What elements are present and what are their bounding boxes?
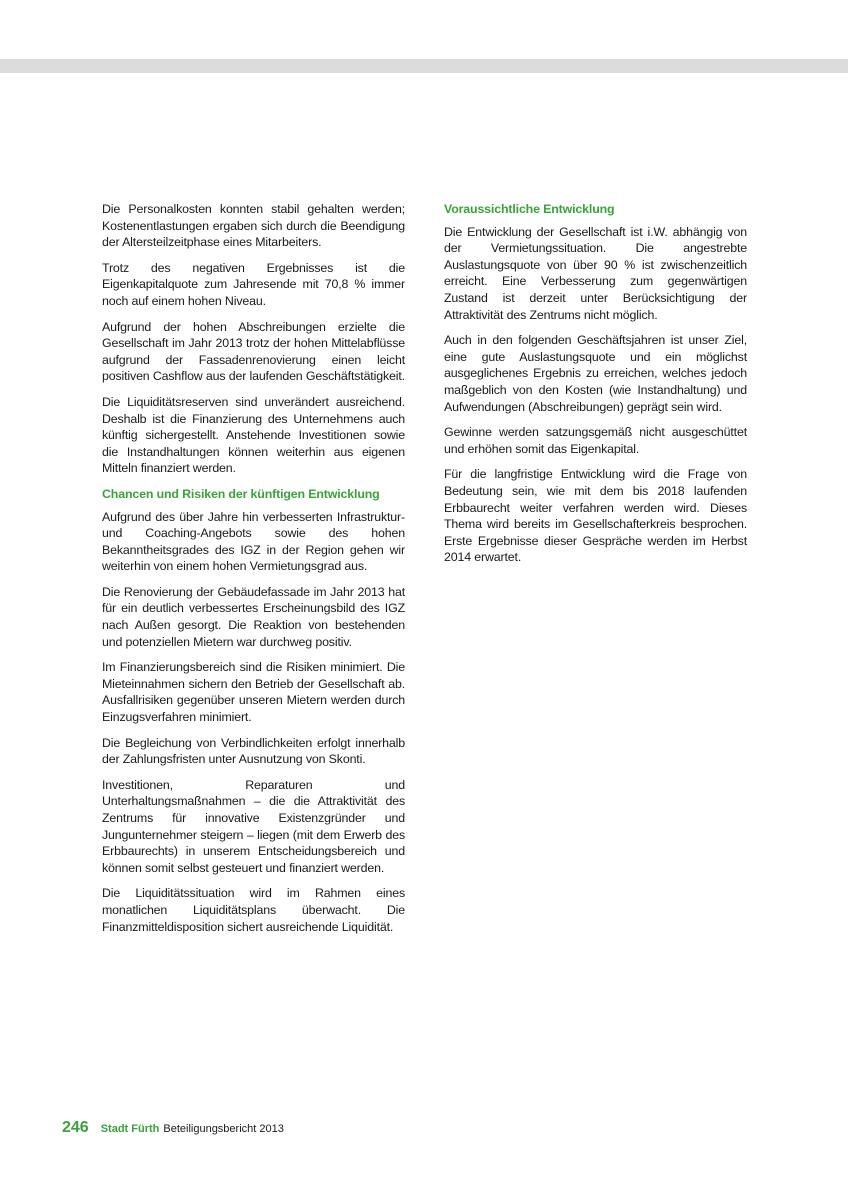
- paragraph: Die Begleichung von Verbindlichkeiten erfolgt innerhalb der Zahlungsfristen unter Ausnutzung von Skonti.: [102, 735, 405, 767]
- paragraph: Aufgrund des über Jahre hin verbesserten Infrastruktur- und Coaching-Angebots sowie des hohen Bekanntheitsgrades des IGZ in der Region gehen wir weiterhin von einem hohen Vermietungsgrad aus.: [102, 509, 405, 574]
- paragraph: Die Liquiditätssituation wird im Rahmen eines monatlichen Liquiditätsplans überwacht. Die Finanzmitteldisposition sichert ausreichende Liquidität.: [102, 886, 405, 934]
- paragraph: Die Entwicklung der Gesellschaft ist i.W. abhängig von der Vermietungssituation. Die angestrebte Auslastungsquote von über 90 % ist zwischenzeitlich erreicht. Eine Verbesserung zum gegenwärtigen Zustand ist derzeit unter Berücksichtigung der Attraktivität des Zentrums nicht möglich.: [444, 224, 747, 322]
- paragraph: Gewinne werden satzungsgemäß nicht ausgeschüttet und erhöhen somit das Eigenkapital.: [444, 425, 747, 456]
- header-band: [0, 59, 848, 73]
- paragraph: Im Finanzierungsbereich sind die Risiken minimiert. Die Mieteinnahmen sichern den Betrieb der Gesellschaft ab. Ausfallrisiken gegenüber unseren Mietern werden durch Einzugsverfahren minimiert.: [102, 660, 405, 725]
- page-number: 246: [62, 1119, 89, 1136]
- paragraph: Die Renovierung der Gebäudefassade im Jahr 2013 hat für ein deutlich verbessertes Erscheinungsbild des IGZ nach Außen gesorgt. Die Reaktion von bestehenden und potenziellen Mietern war durchweg positiv.: [102, 584, 405, 649]
- paragraph: Aufgrund der hohen Abschreibungen erzielte die Gesellschaft im Jahr 2013 trotz der hohen Mittelabflüsse aufgrund der Fassadenrenovierung einen leicht positiven Cashflow aus der laufenden Geschäftstätigkeit.: [102, 319, 405, 384]
- footer-publication: Beteiligungsbericht 2013: [163, 1123, 284, 1135]
- paragraph: Investitionen, Reparaturen und Unterhaltungsmaßnahmen – die die Attraktivität des Zentrums für innovative Existenzgründer und Jungunternehmer steigern – liegen (mit dem Erwerb des Erbbaurechts) in unserem Entscheidungsbereich und können somit selbst gesteuert und finanziert werden.: [102, 777, 405, 875]
- section-heading-voraussichtliche-entwicklung: Voraussichtliche Entwicklung: [444, 202, 615, 216]
- page-footer: [62, 1119, 284, 1137]
- footer-city: Stadt Fürth: [100, 1123, 160, 1135]
- left-column: [102, 201, 405, 944]
- paragraph: Die Liquiditätsreserven sind unverändert ausreichend. Deshalb ist die Finanzierung des Unternehmens auch künftig sichergestellt. Anstehende Investitionen sowie die Instandhaltungen können weiterhin aus eigenen Mitteln finanziert werden.: [102, 394, 405, 476]
- paragraph: Auch in den folgenden Geschäftsjahren ist unser Ziel, eine gute Auslastungsquote und ein möglichst ausgeglichenes Ergebnis zu erreichen, welches jedoch maßgeblich von den Kosten (wie Instandhaltung) und Aufwendungen (Abschreibungen) geprägt sein wird.: [444, 333, 747, 414]
- paragraph: Trotz des negativen Ergebnisses ist die Eigenkapitalquote zum Jahresende mit 70,8 % immer noch auf einem hohen Niveau.: [102, 260, 405, 308]
- paragraph: Die Personalkosten konnten stabil gehalten werden; Kostenentlastungen ergaben sich durch die Beendigung der Altersteilzeitphase eines Mitarbeiters.: [102, 202, 405, 250]
- paragraph: Für die langfristige Entwicklung wird die Frage von Bedeutung sein, wie mit dem bis 2018 laufenden Erbbaurecht weiter verfahren werden wird. Dieses Thema wird bereits im Gesellschafterkreis besprochen. Erste Ergebnisse dieser Gespräche werden im Herbst 2014 erwartet.: [444, 467, 747, 565]
- section-heading-chancen-risiken: Chancen und Risiken der künftigen Entwicklung: [102, 486, 380, 501]
- right-column: [444, 201, 747, 575]
